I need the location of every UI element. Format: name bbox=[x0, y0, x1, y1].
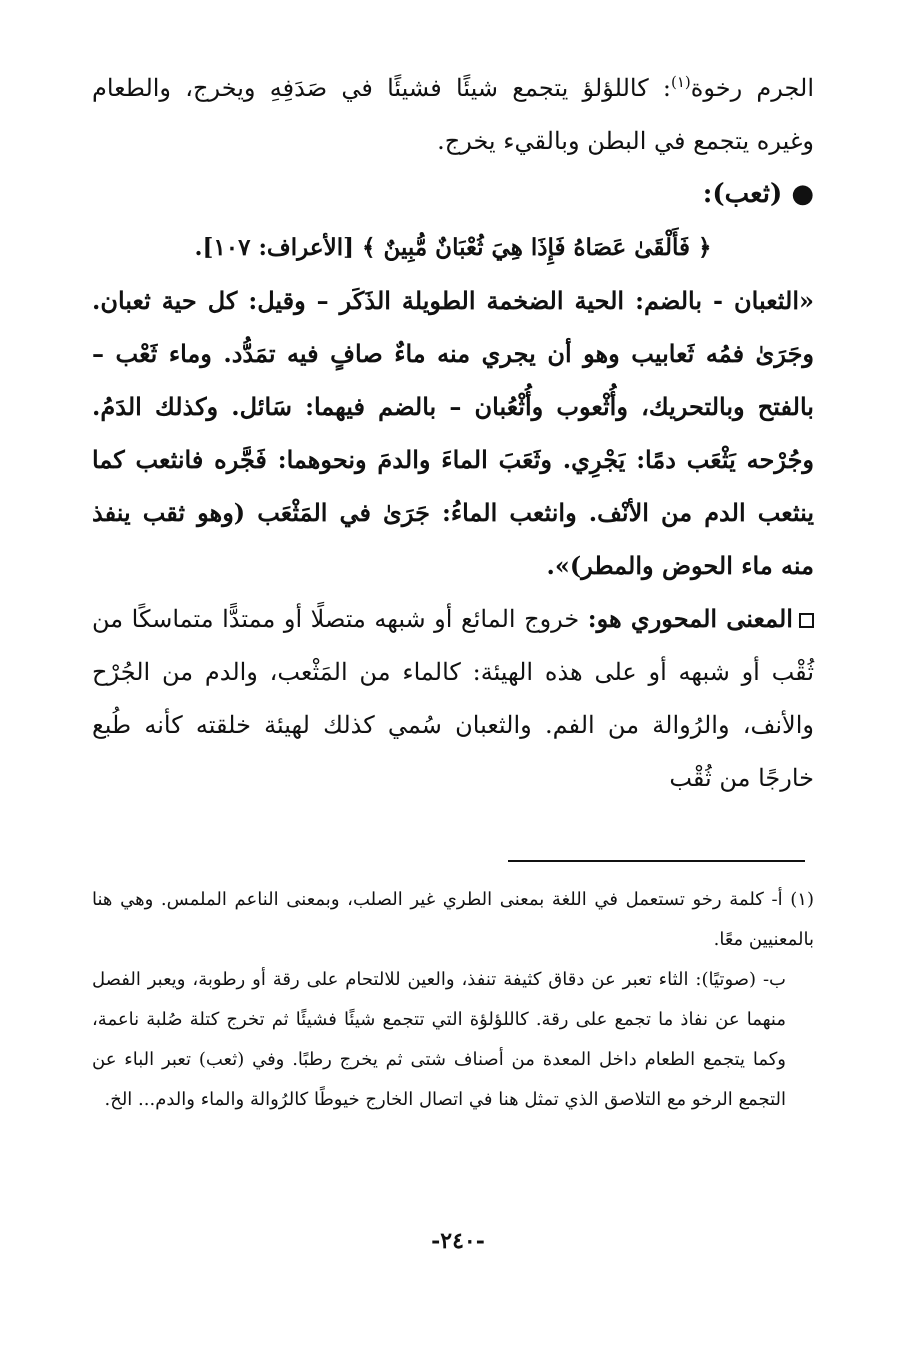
footnotes bbox=[92, 880, 814, 1120]
square-marker-icon bbox=[799, 613, 814, 628]
intro-text-start: الجرم رخوة bbox=[690, 74, 814, 102]
core-meaning-label: المعنى المحوري هو: bbox=[587, 604, 793, 633]
core-meaning-paragraph bbox=[92, 592, 814, 805]
quran-verse: ﴿ فَأَلْقَىٰ عَصَاهُ فَإِذَا هِيَ ثُعْبَانٌ مُّبِينٌ ﴾ [الأعراف: ١٠٧]. bbox=[194, 234, 712, 261]
footnote-divider bbox=[508, 860, 805, 862]
footnote-1b: ب- (صوتيًا): الثاء تعبر عن دقاق كثيفة تنفذ، والعين للالتحام على رقة أو رطوبة، ويعبر الفصل منهما عن نفاذ ما تجمع على رقة. كاللؤلؤة التي تتجمع شيئًا فشيئًا ثم تخرج كتلة صُلبة ناعمة، وكما يتجمع الطعام داخل المعدة من أصناف شتى ثم يخرج رطبًا. وفي (ثعب) تعبر الباء عن التجمع الرخو مع التلاصق الذي تمثل هنا في اتصال الخارج خيوطًا كالرُوالة والماء والدم... الخ. bbox=[92, 969, 786, 1110]
footnote-reference: (١) bbox=[670, 73, 691, 91]
lexical-definition: «الثعبان - بالضم: الحية الضخمة الطويلة الذَكَر – وقيل: كل حية ثعبان. وجَرَىٰ فمُه ثَعابيب وهو أن يجري منه ماءٌ صافٍ فيه تمَدُّد. وماء ثَعْب – بالفتح وبالتحريك، وأُثْعوب وأُثْعُبان – بالضم فيهما: سَائل. وكذلك الدَمُ. وجُرْحه يَثْعَب دمًا: يَجْرِي. وثَعَبَ الماءَ والدمَ ونحوهما: فَجَّره فانثعب كما ينثعب الدم من الأنْف. وانثعب الماءُ: جَرَىٰ في المَثْعَب (وهو ثقب ينفذ منه ماء الحوض والمطر)». bbox=[92, 286, 815, 580]
entry-root: (ثعب): bbox=[702, 179, 783, 209]
paragraph-intro bbox=[92, 62, 814, 168]
core-meaning-text: خروج المائع أو شبهه متصلًا أو ممتدًّا متماسكًا من ثُقْب أو شبهه أو على هذه الهيئة: كالماء من المَثْعب، والدم من الجُرْح والأنف، والرُوالة من الفم. والثعبان سُمي كذلك لهيئة خلقته كأنه طُبع خارجًا من ثُقْب bbox=[92, 605, 814, 792]
page-number: -٢٤٠- bbox=[431, 1228, 485, 1254]
main-text bbox=[92, 62, 814, 805]
footnote-1a: (١) أ- كلمة رخو تستعمل في اللغة بمعنى الطري غير الصلب، وبمعنى الناعم الملمس. وهي هنا بالمعنيين معًا. bbox=[92, 889, 814, 950]
intro-text-end: : كاللؤلؤ يتجمع شيئًا فشيئًا في صَدَفِهِ ويخرج، والطعام وغيره يتجمع في البطن وبالقيء يخرج. bbox=[92, 74, 814, 155]
bullet-icon: ● bbox=[791, 179, 814, 209]
entry-heading bbox=[92, 168, 814, 221]
